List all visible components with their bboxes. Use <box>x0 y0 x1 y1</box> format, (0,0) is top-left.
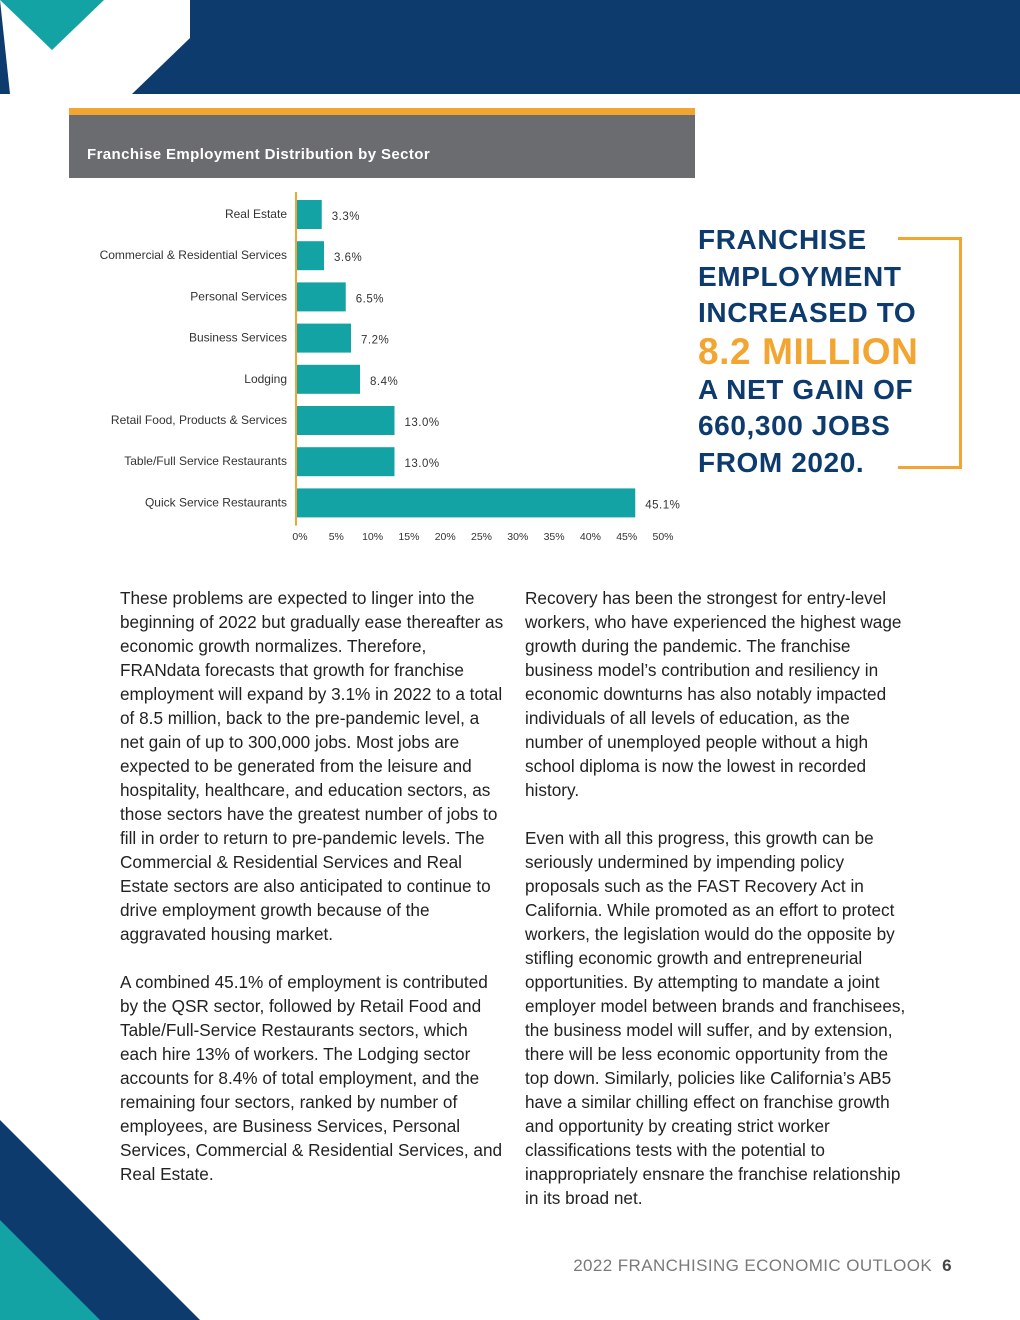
chart-title: Franchise Employment Distribution by Sector <box>87 146 431 163</box>
bar <box>297 324 351 353</box>
value-label: 3.3% <box>331 211 360 223</box>
x-tick-label: 10% <box>362 531 384 543</box>
page-footer <box>573 1256 952 1276</box>
chart-header <box>69 108 695 178</box>
callout-line-5: A NET GAIN OF <box>698 372 921 409</box>
category-label: Quick Service Restaurants <box>144 495 287 510</box>
bar <box>297 200 322 229</box>
bar <box>297 282 346 311</box>
callout-line-2: EMPLOYMENT <box>698 259 910 296</box>
bar <box>297 241 324 270</box>
page-number: 6 <box>942 1256 952 1275</box>
x-tick-label: 45% <box>616 531 638 543</box>
x-tick-label: 30% <box>507 531 529 543</box>
value-label: 8.4% <box>370 375 399 388</box>
category-label: Commercial & Residential Services <box>99 248 287 263</box>
callout-text <box>698 222 926 481</box>
value-label: 7.2% <box>361 334 390 347</box>
category-label: Table/Full Service Restaurants <box>124 454 287 469</box>
body-column-left <box>120 586 505 1210</box>
body-paragraph: Even with all this progress, this growth can be seriously undermined by impending policy proposals such as the FAST Recovery Act in California. While promoted as an effort to protect workers, the legislation would do the opposite by stifling economic growth and entrepreneurial opportunities. By attempting to mandate a joint employer model between brands and franchisees, the business model will suffer, and by extension, there will be less economic opportunity from the top down. Similarly, policies like California’s AB5 have a similar chilling effect on franchise growth and opportunity by creating strict worker classifications tests with the potential to inappropriately ensnare the franchise relationship in its broad net. <box>525 828 906 1208</box>
value-label: 3.6% <box>334 252 363 265</box>
body-column-right <box>525 586 910 1234</box>
value-label: 45.1% <box>645 499 681 512</box>
category-label: Business Services <box>188 330 287 345</box>
category-label: Retail Food, Products & Services <box>110 413 287 427</box>
callout-line-7: FROM 2020. <box>698 445 872 482</box>
bar <box>297 365 360 394</box>
x-tick-label: 0% <box>292 531 308 543</box>
callout-line-6: 660,300 JOBS <box>698 408 898 445</box>
callout-box <box>698 222 998 482</box>
value-label: 6.5% <box>355 293 384 306</box>
callout-line-1: FRANCHISE <box>698 222 875 259</box>
category-label: Lodging <box>244 371 287 386</box>
x-tick-label: 20% <box>434 531 456 543</box>
value-label: 13.0% <box>404 417 440 429</box>
body-paragraph: These problems are expected to linger into the beginning of 2022 but gradually ease thereafter as economic growth normalizes. Therefore, FRANdata forecasts that growth for franchise employment will expand by 3.1% in 2022 to a total of 8.5 million, back to the pre-pandemic level, a net gain of up to 300,000 jobs. Most jobs are expected to be generated from the leisure and hospitality, healthcare, and education sectors, as those sectors have the greatest number of jobs to fill in order to return to pre-pandemic levels. The Commercial & Residential Services and Real Estate sectors are also anticipated to continue to drive employment growth because of the aggravated housing market. <box>120 588 504 944</box>
bar <box>297 447 395 476</box>
body-paragraph: Recovery has been the strongest for entry-level workers, who have experienced the highest wage growth during the pandemic. The franchise business model’s contribution and resiliency in economic downturns has also notably impacted individuals of all levels of education, as the number of unemployed people without a high school diploma is now the lowest in recorded history. <box>525 588 902 800</box>
corner-decoration <box>0 0 200 100</box>
bar <box>297 406 395 435</box>
value-label: 13.0% <box>404 458 440 471</box>
x-tick-label: 50% <box>652 531 674 543</box>
publication-title: 2022 FRANCHISING ECONOMIC OUTLOOK <box>573 1256 933 1275</box>
x-tick-label: 40% <box>579 531 601 543</box>
x-tick-label: 15% <box>398 531 420 543</box>
employment-bar-chart <box>0 180 700 550</box>
x-tick-label: 35% <box>543 531 565 543</box>
bar <box>297 488 635 517</box>
body-paragraph: A combined 45.1% of employment is contributed by the QSR sector, followed by Retail Food and Table/Full-Service Restaurants sectors, which each hire 13% of workers. The Lodging sector accounts for 8.4% of total employment, and the remaining four sectors, ranked by number of employees, are Business Services, Personal Services, Commercial & Residential Services, and Real Estate. <box>120 972 503 1184</box>
category-label: Personal Services <box>190 289 287 304</box>
x-tick-label: 5% <box>328 531 344 543</box>
callout-highlight: 8.2 MILLION <box>698 332 926 372</box>
callout-line-3: INCREASED TO <box>698 295 924 332</box>
x-tick-label: 25% <box>470 531 493 543</box>
category-label: Real Estate <box>224 207 287 221</box>
